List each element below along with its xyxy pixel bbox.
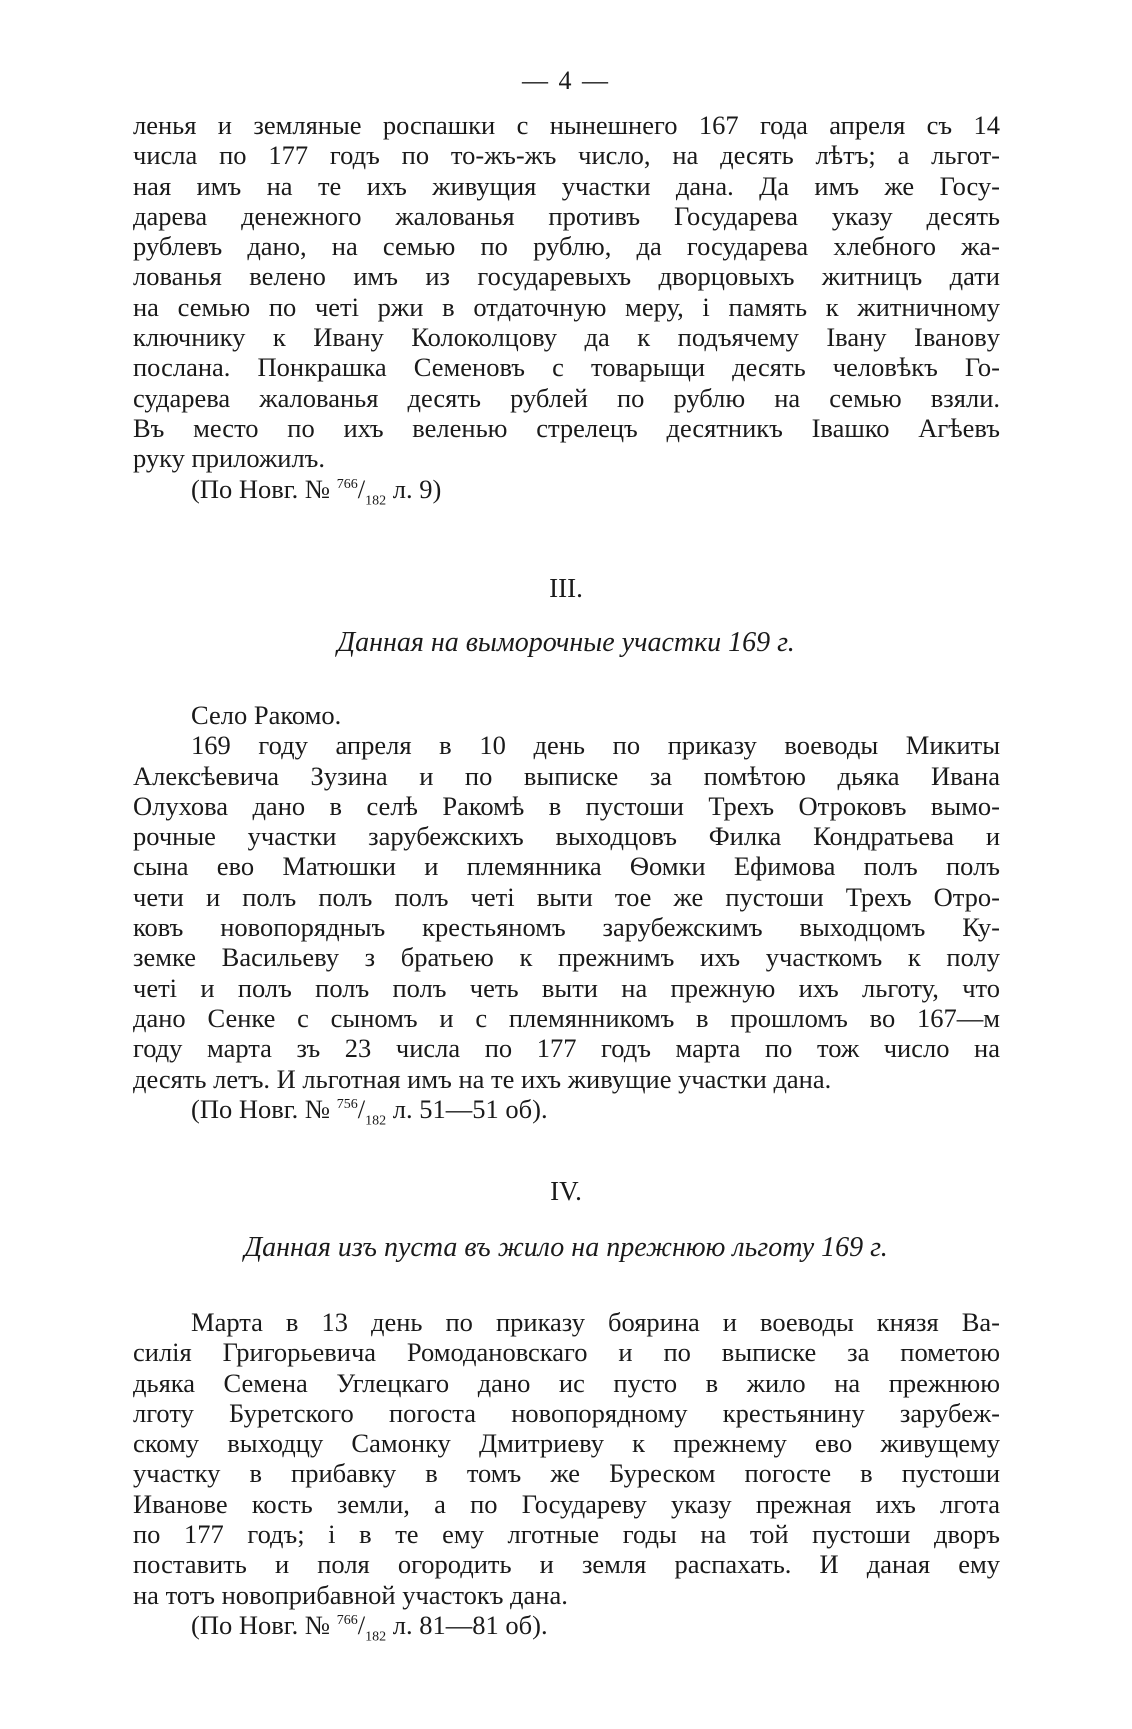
section-numeral: III. — [549, 573, 583, 603]
text-line: дарева денежного жалованья противъ Государева указу десять — [133, 200, 1000, 231]
section-body — [133, 1307, 1000, 1645]
opening-line: Село Ракомо. — [191, 700, 342, 730]
text-line: Алексѣевича Зузина и по выписке за помѣтою дьяка Ивана — [133, 760, 1000, 791]
text-line: по 177 годъ; і в те ему лготные годы на той пустоши дворъ — [133, 1519, 1000, 1550]
text-line: 169 году апреля в 10 день по приказу воеводы Микиты — [191, 730, 1000, 761]
text-line: скому выходцу Самонку Дмитриеву к прежнему ево живущему — [133, 1428, 1000, 1459]
text-line: году марта зъ 23 числа по 177 годъ марта по тож число на — [133, 1033, 1000, 1064]
text-line: ная имъ на те ихъ живущия участки дана. Да имъ же Госу- — [133, 170, 1000, 201]
section-numeral: IV. — [550, 1176, 582, 1206]
text-line: поставить и поля огородить и земля распахать. И даная ему — [133, 1549, 1000, 1580]
text-line: ленья и земляные роспашки с нынешнего 167 года апреля съ 14 — [133, 110, 1000, 140]
text-line: сударева жалованья десять рублей по рублю на семью взяли. — [133, 382, 1000, 413]
text-line: земке Васильеву з братьею к прежнимъ ихъ участкомъ к полу — [133, 942, 1000, 973]
archive-reference: (По Новг. № $^{766}/_{182}$ л. 9) — [191, 473, 442, 508]
text-line: сына ево Матюшки и племянника Ѳомки Ефимова полъ полъ — [133, 851, 1000, 882]
text-line: десять летъ. И льготная имъ на те ихъ живущие участки дана. — [133, 1063, 832, 1094]
section-body — [133, 700, 1000, 1129]
text-line: Въ место по ихъ веленью стрелецъ десятникъ Івашко Агѣевъ — [133, 412, 1000, 443]
text-line: лованья велено имъ из государевыхъ дворцовыхъ житницъ дати — [133, 261, 1000, 292]
text-line: ключнику к Ивану Колоколцову да к подъячему Івану Івановy — [133, 322, 1000, 353]
section-title: Данная изъ пуста въ жило на прежнюю льготу 169 г. — [244, 1232, 888, 1263]
text-line: Олухова дано в селѣ Ракомѣ в пустоши Трехъ Отроковъ вымо- — [133, 790, 1000, 821]
text-line: Иванове кость земли, а по Государеву указу прежная ихъ лгота — [133, 1488, 1000, 1519]
archive-reference: (По Новг. № $^{766}/_{182}$ л. 81—81 об). — [191, 1609, 548, 1645]
archive-reference: (По Новг. № $^{756}/_{182}$ л. 51—51 об). — [191, 1093, 548, 1129]
text-line: ковъ новопорядныъ крестьяномъ зарубежскимъ выходцомъ Ку- — [133, 912, 1000, 943]
text-line: Марта в 13 день по приказу боярина и воеводы князя Ва- — [191, 1307, 1000, 1337]
section-title: Данная на выморочные участки 169 г. — [337, 627, 795, 658]
text-line: на тотъ новоприбавной участокъ дана. — [133, 1579, 568, 1610]
text-line: послана. Понкрашка Семеновъ с товарыщи десять человѣкъ Го- — [133, 352, 1000, 383]
text-line: дьяка Семена Углецкаго дано ис пусто в жило на прежнюю — [133, 1367, 1000, 1398]
text-line: четі и полъ полъ полъ четь выти на прежную ихъ льготу, что — [133, 972, 1000, 1003]
text-line: участку в прибавку в томъ же Буреском погосте в пустоши — [133, 1458, 1000, 1489]
text-line: рублевъ дано, на семью по рублю, да государева хлебного жа- — [133, 231, 1000, 262]
page-number: — 4 — — [522, 66, 610, 95]
continuation-text — [133, 110, 1000, 508]
text-line: дано Сенке с сыномъ и с племянникомъ в прошломъ во 167—м — [133, 1002, 1000, 1033]
text-line: рочные участки зарубежскихъ выходцовъ Филка Кондратьева и — [133, 821, 1000, 852]
text-line: лготу Буретского погоста новопорядному крестьянину зарубеж- — [133, 1397, 1000, 1428]
text-line: силія Григорьевича Ромодановскаго и по выписке за пометою — [133, 1337, 1000, 1368]
text-line: на семью по четі ржи в отдаточную меру, і память к житничному — [133, 291, 1000, 322]
text-line: руку приложилъ. — [133, 443, 325, 474]
text-line: чети и полъ полъ полъ четі выти тое же пустоши Трехъ Отро- — [133, 881, 1000, 912]
text-line: числа по 177 годъ по то-жъ-жъ число, на десять лѣтъ; а льгот- — [133, 140, 1000, 171]
